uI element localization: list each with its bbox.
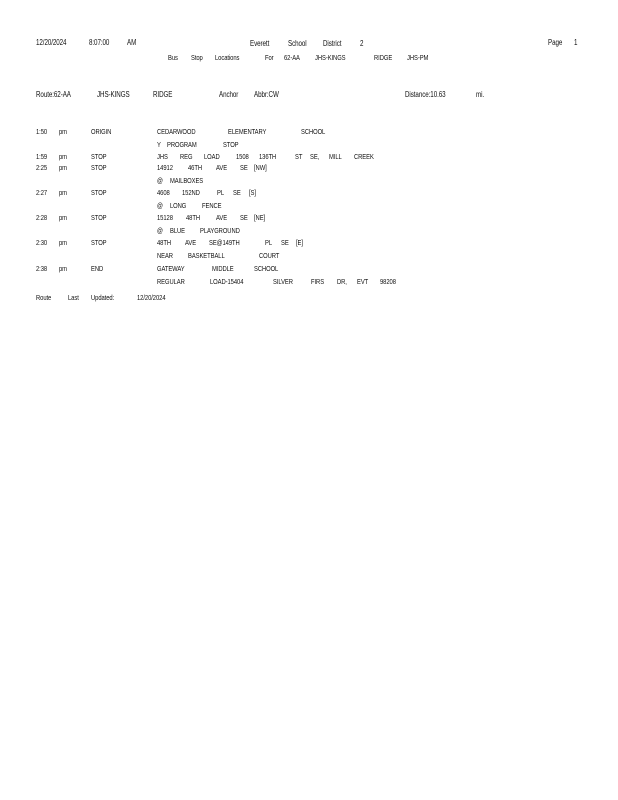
stop-desc-word: 48TH bbox=[157, 238, 172, 247]
stop-desc-word: CREEK bbox=[354, 152, 374, 161]
district-word: District bbox=[323, 39, 342, 48]
stop-row bbox=[0, 213, 618, 239]
stop-desc-word: DR, bbox=[337, 277, 347, 286]
anchor-label: Anchor bbox=[219, 90, 239, 99]
stop-desc-word: 98208 bbox=[380, 277, 396, 286]
stop-desc-word: [E] bbox=[296, 238, 303, 247]
stop-desc-word: 48TH bbox=[186, 213, 201, 222]
last-updated-date: 12/20/2024 bbox=[137, 293, 166, 302]
stop-desc-word: BLUE bbox=[170, 226, 185, 235]
stop-desc-word: SILVER bbox=[273, 277, 293, 286]
stop-desc-word: MAILBOXES bbox=[170, 176, 204, 185]
stop-desc-word: 46TH bbox=[188, 163, 203, 172]
subtitle-word: JHS-KINGS bbox=[315, 53, 346, 62]
distance-unit: mi. bbox=[476, 90, 485, 99]
stop-desc-word: EVT bbox=[357, 277, 369, 286]
stop-desc-word: PROGRAM bbox=[167, 140, 197, 149]
stop-desc-word: GATEWAY bbox=[157, 264, 185, 273]
stop-desc-word: 152ND bbox=[182, 188, 200, 197]
stop-desc-word: SE, bbox=[310, 152, 320, 161]
stop-desc-word: @ bbox=[157, 226, 163, 235]
stop-desc-word: 1508 bbox=[236, 152, 249, 161]
stop-type: END bbox=[91, 264, 104, 273]
stop-time: 1:50 bbox=[36, 127, 48, 136]
subtitle-word: Locations bbox=[215, 53, 240, 62]
subtitle-word: JHS-PM bbox=[407, 53, 429, 62]
stop-time: 2:28 bbox=[36, 213, 48, 222]
stop-desc-word: 15128 bbox=[157, 213, 173, 222]
stop-type: ORIGIN bbox=[91, 127, 112, 136]
stop-desc-word: BASKETBALL bbox=[188, 251, 225, 260]
subtitle-word: For bbox=[265, 53, 274, 62]
stop-desc-word: LONG bbox=[170, 201, 187, 210]
route-name-part: JHS-KINGS bbox=[97, 90, 130, 99]
stop-desc-word: STOP bbox=[223, 140, 239, 149]
stop-desc-word: FENCE bbox=[202, 201, 222, 210]
stop-desc-word: FIRS bbox=[311, 277, 325, 286]
stop-desc-word: 14912 bbox=[157, 163, 173, 172]
stop-ampm: pm bbox=[59, 127, 67, 136]
stop-time: 2:30 bbox=[36, 238, 48, 247]
subtitle-word: Bus bbox=[168, 53, 178, 62]
stop-desc-word: Y bbox=[157, 140, 161, 149]
stop-time: 1:59 bbox=[36, 152, 48, 161]
stop-desc-word: SE bbox=[240, 213, 248, 222]
report-ampm: AM bbox=[127, 38, 137, 47]
subtitle-word: 62-AA bbox=[284, 53, 300, 62]
stop-time: 2:38 bbox=[36, 264, 48, 273]
stop-ampm: pm bbox=[59, 152, 67, 161]
stop-desc-word: PLAYGROUND bbox=[200, 226, 240, 235]
stop-type: STOP bbox=[91, 238, 107, 247]
stop-ampm: pm bbox=[59, 163, 67, 172]
stop-type: STOP bbox=[91, 152, 107, 161]
stop-row bbox=[0, 127, 618, 153]
stop-desc-word: @ bbox=[157, 201, 163, 210]
stop-desc-word: JHS bbox=[157, 152, 168, 161]
stop-desc-word: SCHOOL bbox=[301, 127, 326, 136]
report-date: 12/20/2024 bbox=[36, 38, 67, 47]
subtitle-word: Stop bbox=[191, 53, 203, 62]
stop-desc-word: COURT bbox=[259, 251, 280, 260]
stop-desc-word: SCHOOL bbox=[254, 264, 279, 273]
stop-desc-word: AVE bbox=[216, 163, 228, 172]
stop-desc-word: MILL bbox=[329, 152, 342, 161]
stop-ampm: pm bbox=[59, 213, 67, 222]
footer-word: Route bbox=[36, 293, 52, 302]
stop-desc-word: AVE bbox=[185, 238, 197, 247]
footer-word: Last bbox=[68, 293, 79, 302]
stop-desc-word: PL bbox=[217, 188, 225, 197]
stop-type: STOP bbox=[91, 163, 107, 172]
stop-row bbox=[0, 264, 618, 290]
stop-desc-word: [S] bbox=[249, 188, 256, 197]
stop-desc-word: LOAD-15404 bbox=[210, 277, 244, 286]
abbr-label: Abbr:CW bbox=[254, 90, 279, 99]
stop-desc-word: SE@149TH bbox=[209, 238, 240, 247]
stop-desc-word: LOAD bbox=[204, 152, 220, 161]
stop-desc-word: SE bbox=[233, 188, 241, 197]
stop-time: 2:27 bbox=[36, 188, 48, 197]
stop-desc-word: MIDDLE bbox=[212, 264, 234, 273]
stop-desc-word: PL bbox=[265, 238, 273, 247]
stop-time: 2:25 bbox=[36, 163, 48, 172]
stop-desc-word: 4608 bbox=[157, 188, 170, 197]
subtitle-word: RIDGE bbox=[374, 53, 393, 62]
stop-desc-word: 136TH bbox=[259, 152, 277, 161]
stop-desc-word: [NW] bbox=[254, 163, 267, 172]
report-time: 8:07:00 bbox=[89, 38, 110, 47]
stop-desc-word: REGULAR bbox=[157, 277, 185, 286]
district-word: Everett bbox=[250, 39, 270, 48]
district-word: 2 bbox=[360, 39, 364, 48]
stop-row bbox=[0, 163, 618, 189]
distance-value: Distance:10.63 bbox=[405, 90, 446, 99]
footer-word: Updated: bbox=[91, 293, 115, 302]
stop-desc-word: REG bbox=[180, 152, 193, 161]
district-word: School bbox=[288, 39, 307, 48]
stop-desc-word: SE bbox=[240, 163, 248, 172]
stop-type: STOP bbox=[91, 213, 107, 222]
stop-ampm: pm bbox=[59, 188, 67, 197]
page-label: Page bbox=[548, 38, 563, 47]
stop-desc-word: CEDARWOOD bbox=[157, 127, 196, 136]
stop-desc-word: [NE] bbox=[254, 213, 266, 222]
page-number: 1 bbox=[574, 38, 578, 47]
stop-desc-word: AVE bbox=[216, 213, 228, 222]
stop-row bbox=[0, 188, 618, 214]
stop-desc-word: @ bbox=[157, 176, 163, 185]
stop-ampm: pm bbox=[59, 264, 67, 273]
stop-type: STOP bbox=[91, 188, 107, 197]
stop-desc-word: ST bbox=[295, 152, 303, 161]
stop-ampm: pm bbox=[59, 238, 67, 247]
stop-row bbox=[0, 238, 618, 264]
route-name-part: RIDGE bbox=[153, 90, 173, 99]
stop-desc-word: ELEMENTARY bbox=[228, 127, 267, 136]
route-code: Route:62-AA bbox=[36, 90, 71, 99]
stop-desc-word: NEAR bbox=[157, 251, 173, 260]
stop-desc-word: SE bbox=[281, 238, 289, 247]
